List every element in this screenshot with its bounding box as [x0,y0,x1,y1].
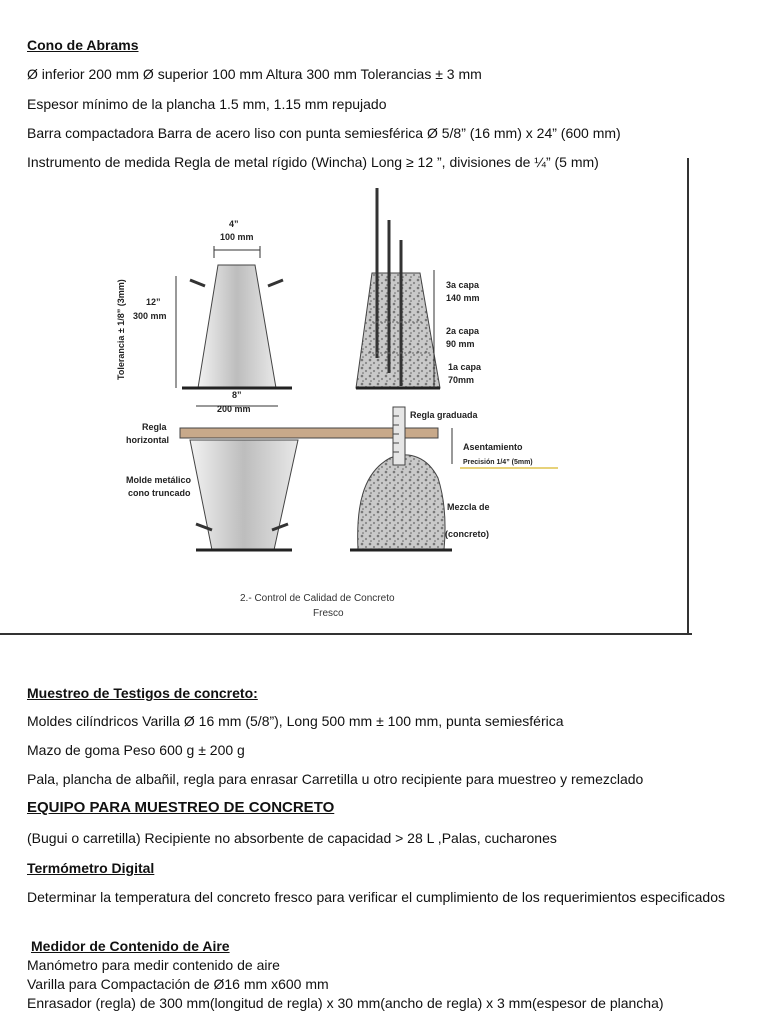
top-diameter-mm: 100 mm [220,232,254,242]
text-line: Moldes cilíndricos Varilla Ø 16 mm (5/8”), Long 500 mm ± 100 mm, punta semiesférica [27,713,564,729]
bottom-diameter-inch: 8” [232,390,242,400]
text-line: Manómetro para medir contenido de aire [27,957,280,973]
text-line: Ø inferior 200 mm Ø superior 100 mm Altura 300 mm Tolerancias ± 3 mm [27,66,482,82]
text-line: Instrumento de medida Regla de metal rígido (Wincha) Long ≥ 12 ”, divisiones de ¼” (5 mm) [27,154,599,170]
section-title-medidor-aire: Medidor de Contenido de Aire [31,938,230,954]
cone-diagram-top-left [116,219,292,414]
molde-label-2: cono truncado [128,488,191,498]
cone-height-mm: 300 mm [133,311,167,321]
text-line: Enrasador (regla) de 300 mm(longitud de regla) x 30 mm(ancho de regla) x 3 mm(espesor de plancha) [27,995,664,1011]
section-title-muestreo-testigos: Muestreo de Testigos de concreto: [27,685,258,701]
text-line: Barra compactadora Barra de acero liso con punta semiesférica Ø 5/8” (16 mm) x 24” (600 mm) [27,125,621,141]
mezcla-label-1: Mezcla de [447,502,490,512]
section-title-cono-abrams: Cono de Abrams [27,37,139,53]
text-line: Mazo de goma Peso 600 g ± 200 g [27,742,245,758]
cone-layers-diagram [356,188,482,388]
cone-height-inch: 12” [146,297,161,307]
regla-horizontal-label-1: Regla [142,422,167,432]
tolerance-label: Tolerancia ± 1/8” (3mm) [116,279,126,380]
bottom-diameter-mm: 200 mm [217,404,251,414]
layer1-mm: 70mm [448,375,475,385]
asentamiento-label: Asentamiento [463,442,523,452]
layer2-mm: 90 mm [446,339,475,349]
text-line: (Bugui o carretilla) Recipiente no absorbente de capacidad > 28 L ,Palas, cucharones [27,830,557,846]
slump-test-figure [0,158,692,636]
molde-label-1: Molde metálico [126,475,192,485]
precision-label: Precisión 1/4” (5mm) [463,459,533,466]
regla-graduada-label: Regla graduada [410,410,478,420]
text-line: Varilla para Compactación de Ø16 mm x600 mm [27,976,329,992]
top-diameter-inch: 4” [229,219,239,229]
layer3-label: 3a capa [446,280,480,290]
layer3-mm: 140 mm [446,293,480,303]
figure-caption-1: 2.- Control de Calidad de Concreto [240,593,395,604]
text-line: Pala, plancha de albañil, regla para enrasar Carretilla u otro recipiente para muestreo y remezclado [27,771,644,787]
figure-caption-2: Fresco [313,608,344,619]
layer2-label: 2a capa [446,326,480,336]
slump-measurement-diagram [126,407,558,550]
layer1-label: 1a capa [448,362,482,372]
text-paragraph: Determinar la temperatura del concreto fresco para verificar el cumplimiento de los requerimientos especificados [27,889,725,905]
regla-horizontal-label-2: horizontal [126,435,169,445]
section-title-equipo-muestreo: EQUIPO PARA MUESTREO DE CONCRETO [27,799,335,816]
mezcla-label-2: (concreto) [445,529,490,539]
text-line: Espesor mínimo de la plancha 1.5 mm, 1.15 mm repujado [27,96,387,112]
section-title-termometro: Termómetro Digital [27,860,155,876]
